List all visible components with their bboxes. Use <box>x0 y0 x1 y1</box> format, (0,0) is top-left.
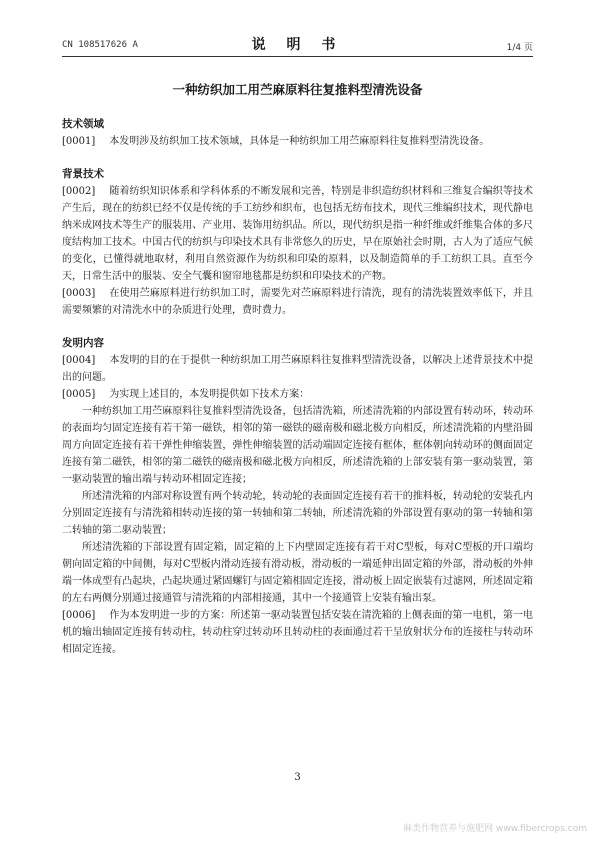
paragraph-indented-2: 所述清洗箱的内部对称设置有两个转动轮，转动轮的表面固定连接有若干的推料板，转动轮的安装孔内分别固定连接有与清洗箱相转动连接的第一转轴和第二转轴，所述清洗箱的外部设置有驱动的第一转轴和第二转轴的第二驱动装置； <box>62 491 533 536</box>
paragraph-text: 作为本发明进一步的方案：所述第一驱动装置包括安装在清洗箱的上侧表面的第一电机，第一电机的输出轴固定连接有转动柱，转动柱穿过转动环且转动柱的表面通过若干呈放射状分布的连接柱与转动环相固定连接。 <box>62 610 533 655</box>
paragraph-number: [0003] <box>62 288 96 299</box>
watermark: 麻类作物营养与施肥网 www.fibercrops.com <box>403 824 587 834</box>
paragraph-text: 为实现上述目的，本发明提供如下技术方案： <box>109 389 310 400</box>
paragraph-0006 <box>62 607 533 658</box>
section-heading-background: 背景技术 <box>62 168 104 180</box>
page-number: 3 <box>294 772 301 783</box>
page-header <box>62 34 533 57</box>
paragraph-text: 随着纺织知识体系和学科体系的不断发展和完善，特别是非织造纺织材料和三维复合编织等技术产生后，现在的纺织已经不仅是传统的手工纺纱和织布，也包括无纺布技术，现代三维编织技术，现代静电纳米成网技术等生产的服装用、产业用、装饰用纺织品。所以，现代纺织是指一种纤维或纤维集合体的多尺度结构加工技术。中国古代的纺织与印染技术具有非常悠久的历史，早在原始社会时期，古人为了适应气候的变化，已懂得就地取材，利用自然资源作为纺织和印染的原料，以及制造简单的手工纺织工具。直至今天，日常生活中的服装、安全气囊和窗帘地毯都是纺织和印染技术的产物。 <box>62 186 533 282</box>
paragraph-0003 <box>62 285 533 319</box>
paragraph-0005 <box>62 386 533 403</box>
publication-number: CN 108517626 A <box>62 40 138 50</box>
paragraph-number: [0002] <box>62 186 96 197</box>
invention-title: 一种纺织加工用苎麻原料往复推料型清洗设备 <box>172 82 423 97</box>
document-type: 说 明 书 <box>251 37 344 53</box>
paragraph-indented-3: 所述清洗箱的下部设置有固定箱，固定箱的上下内壁固定连接有若干对C型板，每对C型板的开口端均朝向固定箱的中间侧，每对C型板内滑动连接有滑动板，滑动板的一端延伸出固定箱的外部，滑动板的外伸端一体成型有凸起块，凸起块通过紧固螺钉与固定箱相固定连接，滑动板上固定嵌装有过滤网，所述固定箱的左右两侧分别通过接通管与清洗箱的内部相接通，其中一个接通管上安装有输出泵。 <box>62 542 533 604</box>
paragraph-number: [0001] <box>62 136 96 147</box>
paragraph-0004 <box>62 352 533 386</box>
document-body <box>62 108 533 658</box>
section-heading-summary: 发明内容 <box>62 337 104 349</box>
paragraph-number: [0004] <box>62 355 96 366</box>
paragraph-number: [0006] <box>62 610 96 621</box>
paragraph-0001 <box>62 133 533 150</box>
section-heading-tech-field: 技术领域 <box>62 118 104 130</box>
paragraph-0002 <box>62 183 533 285</box>
paragraph-text: 本发明涉及纺织加工技术领域，具体是一种纺织加工用苎麻原料往复推料型清洗设备。 <box>109 136 490 147</box>
paragraph-text: 在使用苎麻原料进行纺织加工时，需要先对苎麻原料进行清洗，现有的清洗装置效率低下，并且需要频繁的对清洗水中的杂质进行处理，费时费力。 <box>62 288 533 316</box>
paragraph-number: [0005] <box>62 389 96 400</box>
page-indicator: 1/4 页 <box>506 43 533 53</box>
paragraph-indented-1: 一种纺织加工用苎麻原料往复推料型清洗设备，包括清洗箱，所述清洗箱的内部设置有转动环，转动环的表面均匀固定连接有若干第一磁铁，相邻的第一磁铁的磁南极和磁北极方向相反，所述清洗箱的内壁沿圆周方向固定连接有若干弹性伸缩装置，弹性伸缩装置的活动端固定连接有框体，框体朝向转动环的侧面固定连接有第二磁铁，相邻的第二磁铁的磁南极和磁北极方向相反，所述清洗箱的上部安装有第一驱动装置，第一驱动装置的输出端与转动环相固定连接； <box>62 406 533 485</box>
paragraph-text: 本发明的目的在于提供一种纺织加工用苎麻原料往复推料型清洗设备，以解决上述背景技术中提出的问题。 <box>62 355 533 383</box>
